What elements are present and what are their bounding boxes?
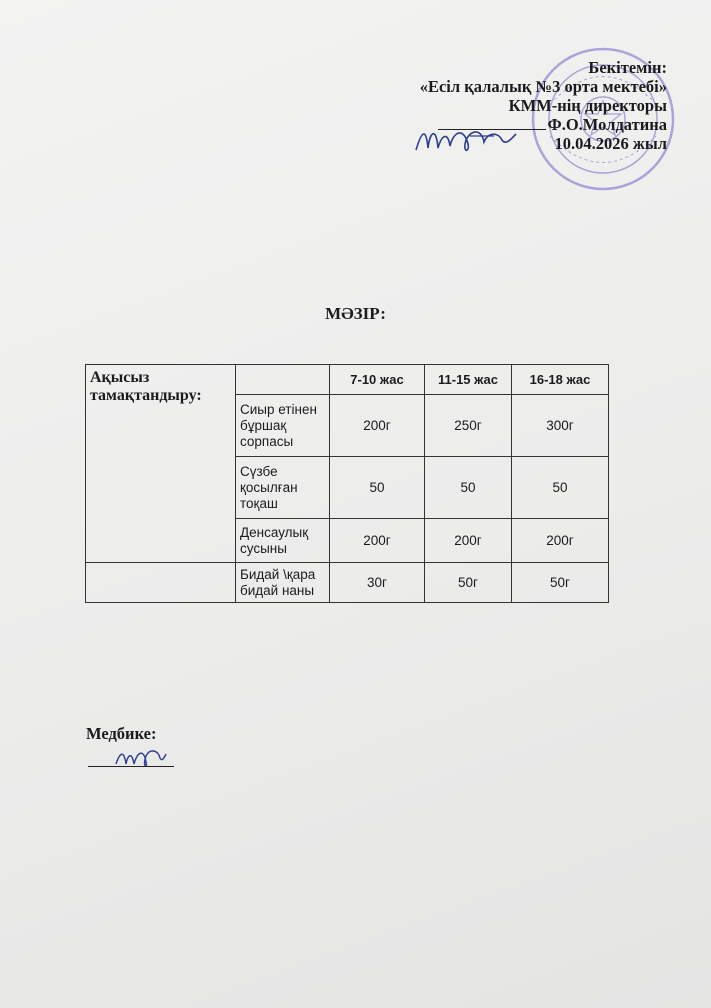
column-header: 16-18 жас [512,365,609,395]
table-header-row [86,365,609,395]
portion-value: 30г [330,563,425,603]
page-title: МӘЗІР: [325,304,386,323]
portion-value: 200г [512,519,609,563]
nurse-signature [112,742,168,772]
table-row [86,563,609,603]
nurse-label: Медбике: [86,724,157,743]
dish-name: Сиыр етінен бұршақ сорпасы [236,395,330,457]
organization: КММ-нің директоры [508,96,667,115]
portion-value: 50 [512,457,609,519]
portion-value: 50г [512,563,609,603]
dish-name: Сүзбе қосылған тоқаш [236,457,330,519]
portion-value: 50 [425,457,512,519]
portion-value: 50г [425,563,512,603]
portion-value: 50 [330,457,425,519]
dish-name: Денсаулық сусыны [236,519,330,563]
portion-value: 200г [425,519,512,563]
director-name: Ф.О.Молдатина [547,115,667,134]
empty-header-cell [236,365,330,395]
nurse-signature-line [88,766,174,767]
school-name: «Есіл қалалық №3 орта мектебі» [419,77,667,96]
dish-name: Бидай \қара бидай наны [236,563,330,603]
menu-row-label: Ақысыз тамақтандыру: [86,365,236,563]
approval-heading: Бекітемін: [588,58,667,77]
portion-value: 250г [425,395,512,457]
portion-value: 200г [330,395,425,457]
portion-value: 200г [330,519,425,563]
empty-label-cell [86,563,236,603]
portion-value: 300г [512,395,609,457]
menu-table [85,364,609,603]
approval-date: 10.04.2026 жыл [554,134,667,153]
column-header: 11-15 жас [425,365,512,395]
column-header: 7-10 жас [330,365,425,395]
director-signature [408,118,520,164]
